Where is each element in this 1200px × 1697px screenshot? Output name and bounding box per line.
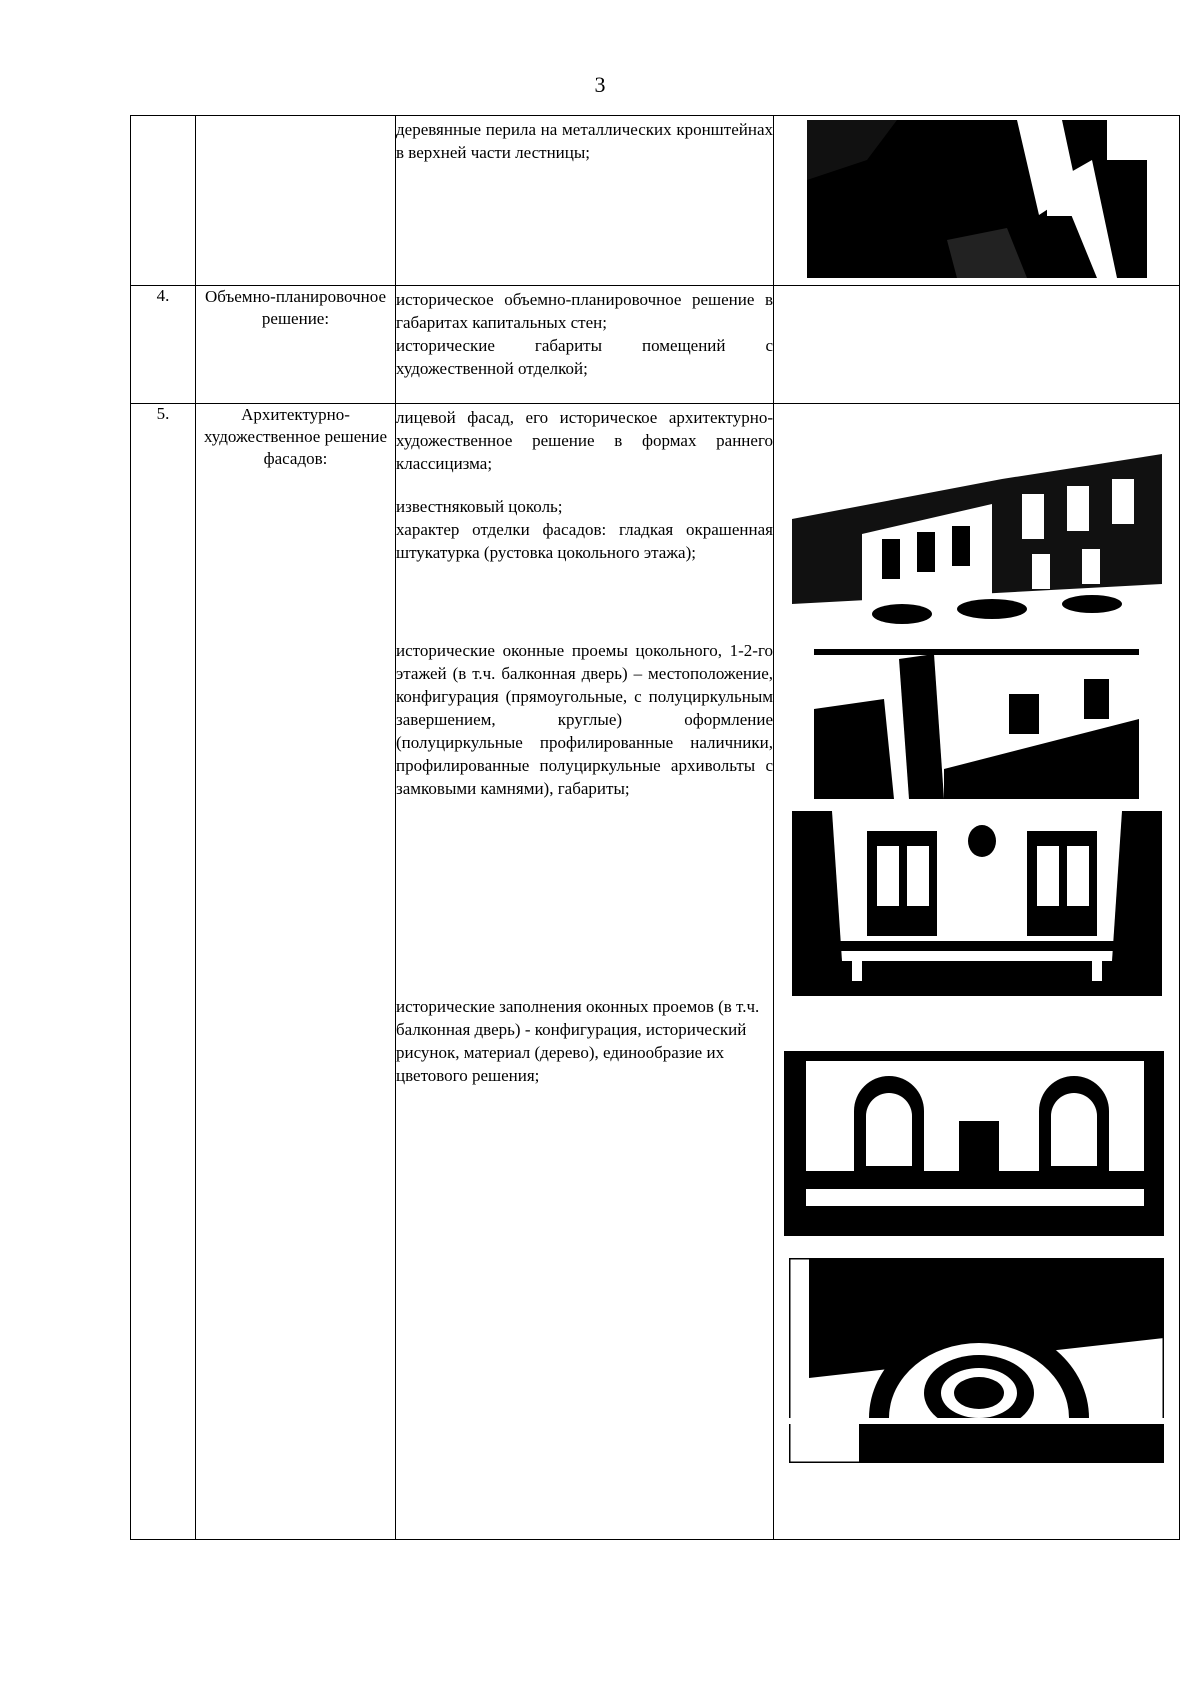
row-number: 5.: [131, 404, 196, 1540]
photo-window-openings: [814, 649, 1139, 799]
photo-street-facade: [792, 434, 1162, 634]
photo-cell: [774, 286, 1180, 404]
description-item: характер отделки фасадов: гладкая окрашенная штукатурка (рустовка цокольного этажа);: [396, 520, 773, 562]
row-description: [396, 116, 774, 286]
description-item: деревянные перила на металлических кронштейнах в верхней части лестницы;: [396, 120, 773, 162]
photo-arched-windows: [784, 1051, 1164, 1236]
row-description: [396, 286, 774, 404]
photo-round-window: [789, 1258, 1164, 1463]
photo-cell: [774, 116, 1180, 286]
description-item: историческое объемно-планировочное решение в габаритах капитальных стен;: [396, 290, 773, 332]
table-row: [131, 116, 1180, 286]
description-item: исторические заполнения оконных проемов (в т.ч. балконная дверь) - конфигурация, исторический рисунок, материал (дерево), единообразие их цветового решения;: [396, 997, 760, 1085]
row-description: [396, 404, 774, 1540]
row-name: [196, 116, 396, 286]
photo-balcony-windows: [792, 811, 1162, 996]
row-number: 4.: [131, 286, 196, 404]
row-number: [131, 116, 196, 286]
row-name: Объемно-планировочное решение:: [196, 286, 396, 404]
row-name: Архитектурно-художественное решение фасадов:: [196, 404, 396, 1540]
description-item: лицевой фасад, его историческое архитектурно-художественное решение в формах раннего классицизма;: [396, 408, 773, 473]
description-item: исторические оконные проемы цокольного, 1-2-го этажей (в т.ч. балконная дверь) – местоположение, конфигурация (прямоугольные, с полуциркульным завершением, круглые) оформление (полуциркульные профилированные наличники, профилированные полуциркульные архивольты с замковыми камнями), габариты;: [396, 641, 773, 798]
photo-cell: [774, 404, 1180, 1540]
subject-protection-table: [130, 115, 1180, 1540]
description-item: исторические габариты помещений с художественной отделкой;: [396, 336, 773, 378]
table-row: [131, 404, 1180, 1540]
page-number: 3: [594, 72, 606, 97]
description-item: известняковый цоколь;: [396, 497, 563, 516]
photo-staircase: [807, 120, 1147, 278]
table-row: [131, 286, 1180, 404]
